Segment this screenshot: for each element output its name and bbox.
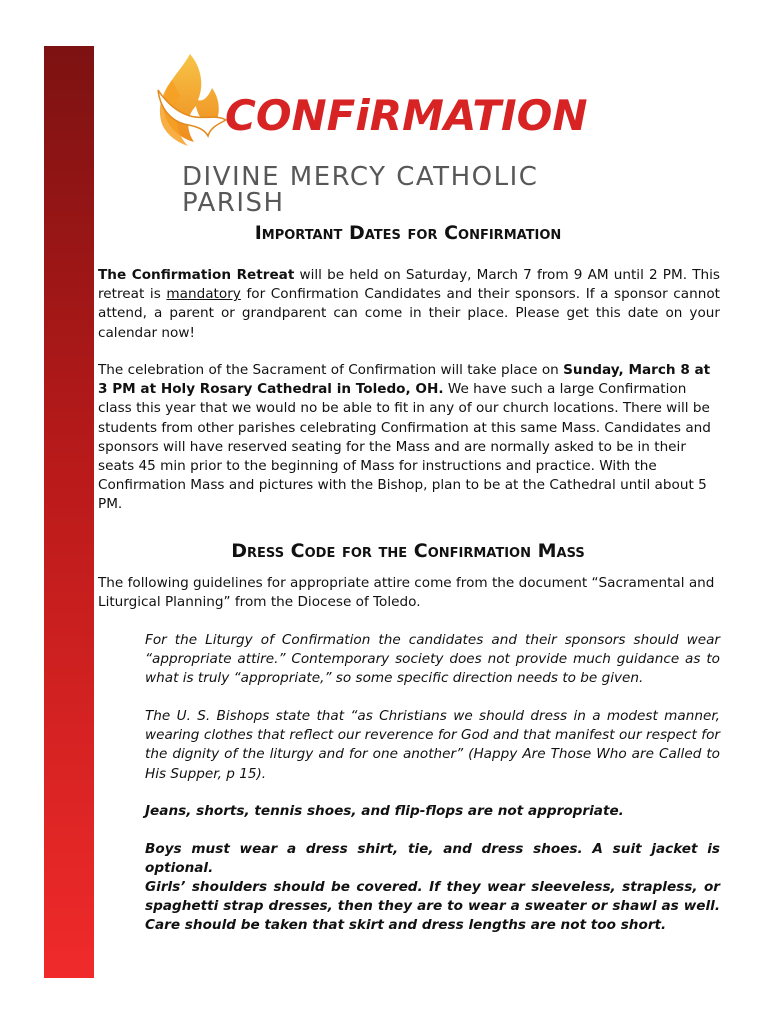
dress-code-intro: The following guidelines for appropriate attire come from the document “Sacramental and Liturgical Planning” from the Diocese of Toledo.	[98, 575, 715, 611]
guideline-girls: Girls’ shoulders should be covered. If they wear sleeveless, strapless, or spaghetti strap dresses, then they are to wear a sweater or shawl as well. Care should be taken that skirt and dress lengths are not too short.	[145, 879, 720, 934]
mandatory-word: mandatory	[166, 286, 241, 303]
sacrament-text-a: The celebration of the Sacrament of Confirmation will take place on	[98, 362, 564, 378]
retreat-text-a: will be held on Saturday, March 7 from 9 AM until 2 PM. This retreat is	[98, 267, 720, 303]
guideline-boys: Boys must wear a dress shirt, tie, and dress shoes. A suit jacket is optional.	[145, 841, 720, 877]
retreat-paragraph	[98, 266, 720, 343]
sacrament-date-location: Sunday, March 8 at 3 PM at Holy Rosary Cathedral in Toledo, OH.	[98, 362, 711, 398]
red-sidebar-bar	[44, 46, 94, 978]
sacrament-text-b: We have such a large Confirmation class this year that we would no be able to fit in any of our church locations. There will be students from other parishes celebrating Confirmation at this same Mass. Candidates and sponsors will have reserved seating for the Mass and are normally asked to be in their seats 45 min prior to the beginning of Mass for instructions and practice. With the Confirmation Mass and pictures with the Bishop, plan to be at the Cathedral until about 5 PM.	[98, 381, 711, 513]
guideline-bishops-quote: The U. S. Bishops state that “as Christians we should dress in a modest manner, wearing clothes that reflect our reverence for God and that manifest our respect for the dignity of the liturgy and for one another” (Happy Are Those Who are Called to His Supper, p 15).	[145, 708, 720, 782]
retreat-lead: The Confirmation Retreat	[98, 267, 295, 283]
dress-code-heading: Dress Code for the Confirmation Mass	[231, 540, 585, 562]
important-dates-heading: Important Dates for Confirmation	[254, 222, 562, 244]
retreat-text-b: for Confirmation Candidates and their sponsors. If a sponsor cannot attend, a parent or grandparent can come in their place. Please get this date on your calendar now!	[98, 286, 720, 341]
guideline-appropriate-attire: For the Liturgy of Confirmation the candidates and their sponsors should wear “appropriate attire.” Contemporary society does not provide much guidance as to what is truly “appropriate,” so some specific direction needs to be given.	[145, 632, 720, 687]
logo-subtitle: DIVINE MERCY CATHOLIC PARISH	[182, 162, 539, 218]
logo-title: CONFiRMATION	[225, 91, 588, 140]
sacrament-paragraph	[98, 361, 720, 515]
guideline-not-appropriate: Jeans, shorts, tennis shoes, and flip-flops are not appropriate.	[145, 803, 624, 819]
confirmation-logo	[150, 50, 630, 218]
